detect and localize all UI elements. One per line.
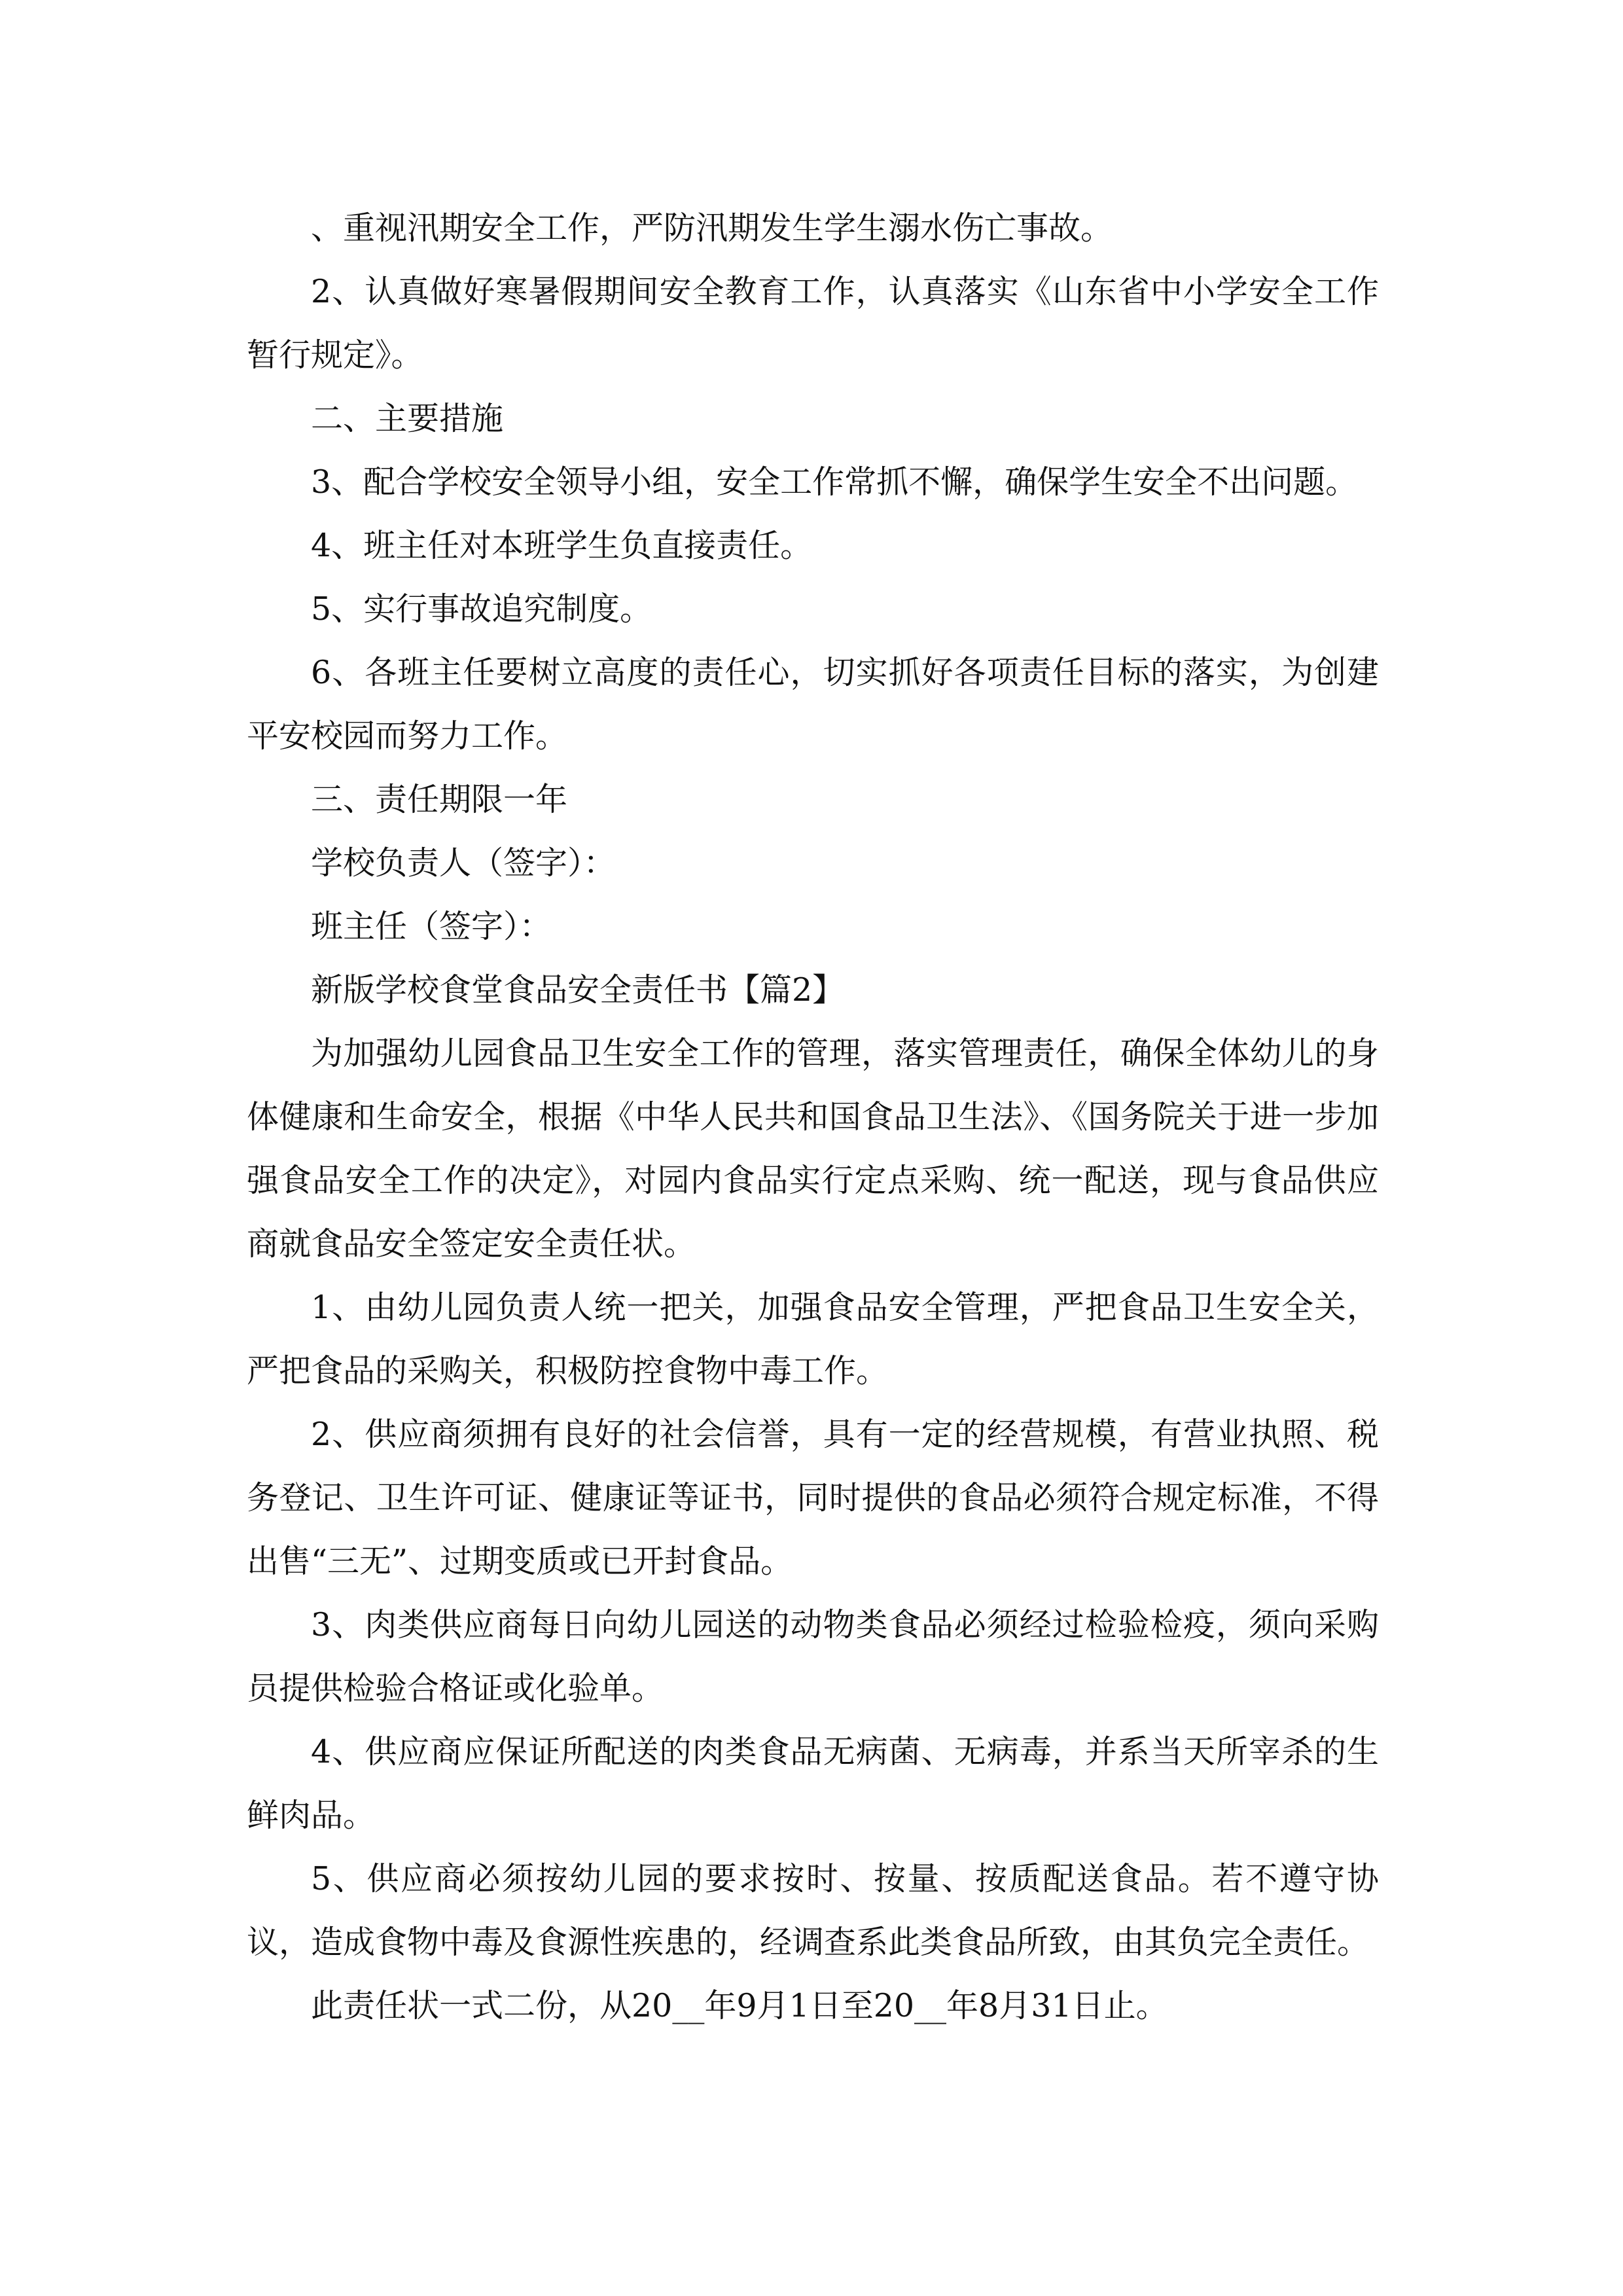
paragraph-introduction: 为加强幼儿园食品卫生安全工作的管理，落实管理责任，确保全体幼儿的身体健康和生命安全，根据《中华人民共和国食品卫生法》、《国务院关于进一步加强食品安全工作的决定》，对园内食品实行定点采购、统一配送，现与食品供应商就食品安全签定安全责任状。 bbox=[247, 1035, 1379, 1263]
paragraph-accountability: 5、实行事故追究制度。 bbox=[311, 590, 652, 628]
section-heading-measures: 二、主要措施 bbox=[311, 400, 504, 437]
paragraph-holiday-safety: 2、认真做好寒暑假期间安全教育工作，认真落实《山东省中小学安全工作暂行规定》。 bbox=[247, 273, 1379, 374]
paragraph-item-3: 3、肉类供应商每日向幼儿园送的动物类食品必须经过检验检疫，须向采购员提供检验合格证或化验单。 bbox=[247, 1606, 1379, 1707]
section-heading-term: 三、责任期限一年 bbox=[311, 781, 568, 818]
paragraph-item-5: 5、供应商必须按幼儿园的要求按时、按量、按质配送食品。若不遵守协议，造成食物中毒及食源性疾患的，经调查系此类食品所致，由其负完全责任。 bbox=[247, 1860, 1379, 1961]
signature-class-teacher: 班主任（签字）： bbox=[311, 908, 552, 945]
paragraph-item-2: 2、供应商须拥有良好的社会信誉，具有一定的经营规模，有营业执照、税务登记、卫生许可证、健康证等证书，同时提供的食品必须符合规定标准，不得出售“三无”、过期变质或已开封食品。 bbox=[247, 1416, 1379, 1580]
paragraph-class-teacher: 4、班主任对本班学生负直接责任。 bbox=[311, 527, 813, 564]
paragraph-item-1: 1、由幼儿园负责人统一把关，加强食品安全管理，严把食品卫生安全关，严把食品的采购关，积极防控食物中毒工作。 bbox=[247, 1289, 1379, 1390]
paragraph-safety-group: 3、配合学校安全领导小组，安全工作常抓不懈，确保学生安全不出问题。 bbox=[311, 463, 1358, 501]
document-title-part2: 新版学校食堂食品安全责任书【篇2】 bbox=[311, 971, 845, 1009]
signature-school-head: 学校负责人（签字）： bbox=[311, 844, 616, 882]
paragraph-flood-safety: 、重视汛期安全工作，严防汛期发生学生溺水伤亡事故。 bbox=[311, 209, 1113, 247]
paragraph-item-4: 4、供应商应保证所配送的肉类食品无病菌、无病毒，并系当天所宰杀的生鲜肉品。 bbox=[247, 1733, 1379, 1834]
paragraph-responsibility: 6、各班主任要树立高度的责任心，切实抓好各项责任目标的落实，为创建平安校园而努力工作。 bbox=[247, 654, 1379, 755]
document-body bbox=[247, 196, 1379, 2037]
paragraph-validity: 此责任状一式二份，从20__年9月1日至20__年8月31日止。 bbox=[311, 1987, 1168, 2024]
